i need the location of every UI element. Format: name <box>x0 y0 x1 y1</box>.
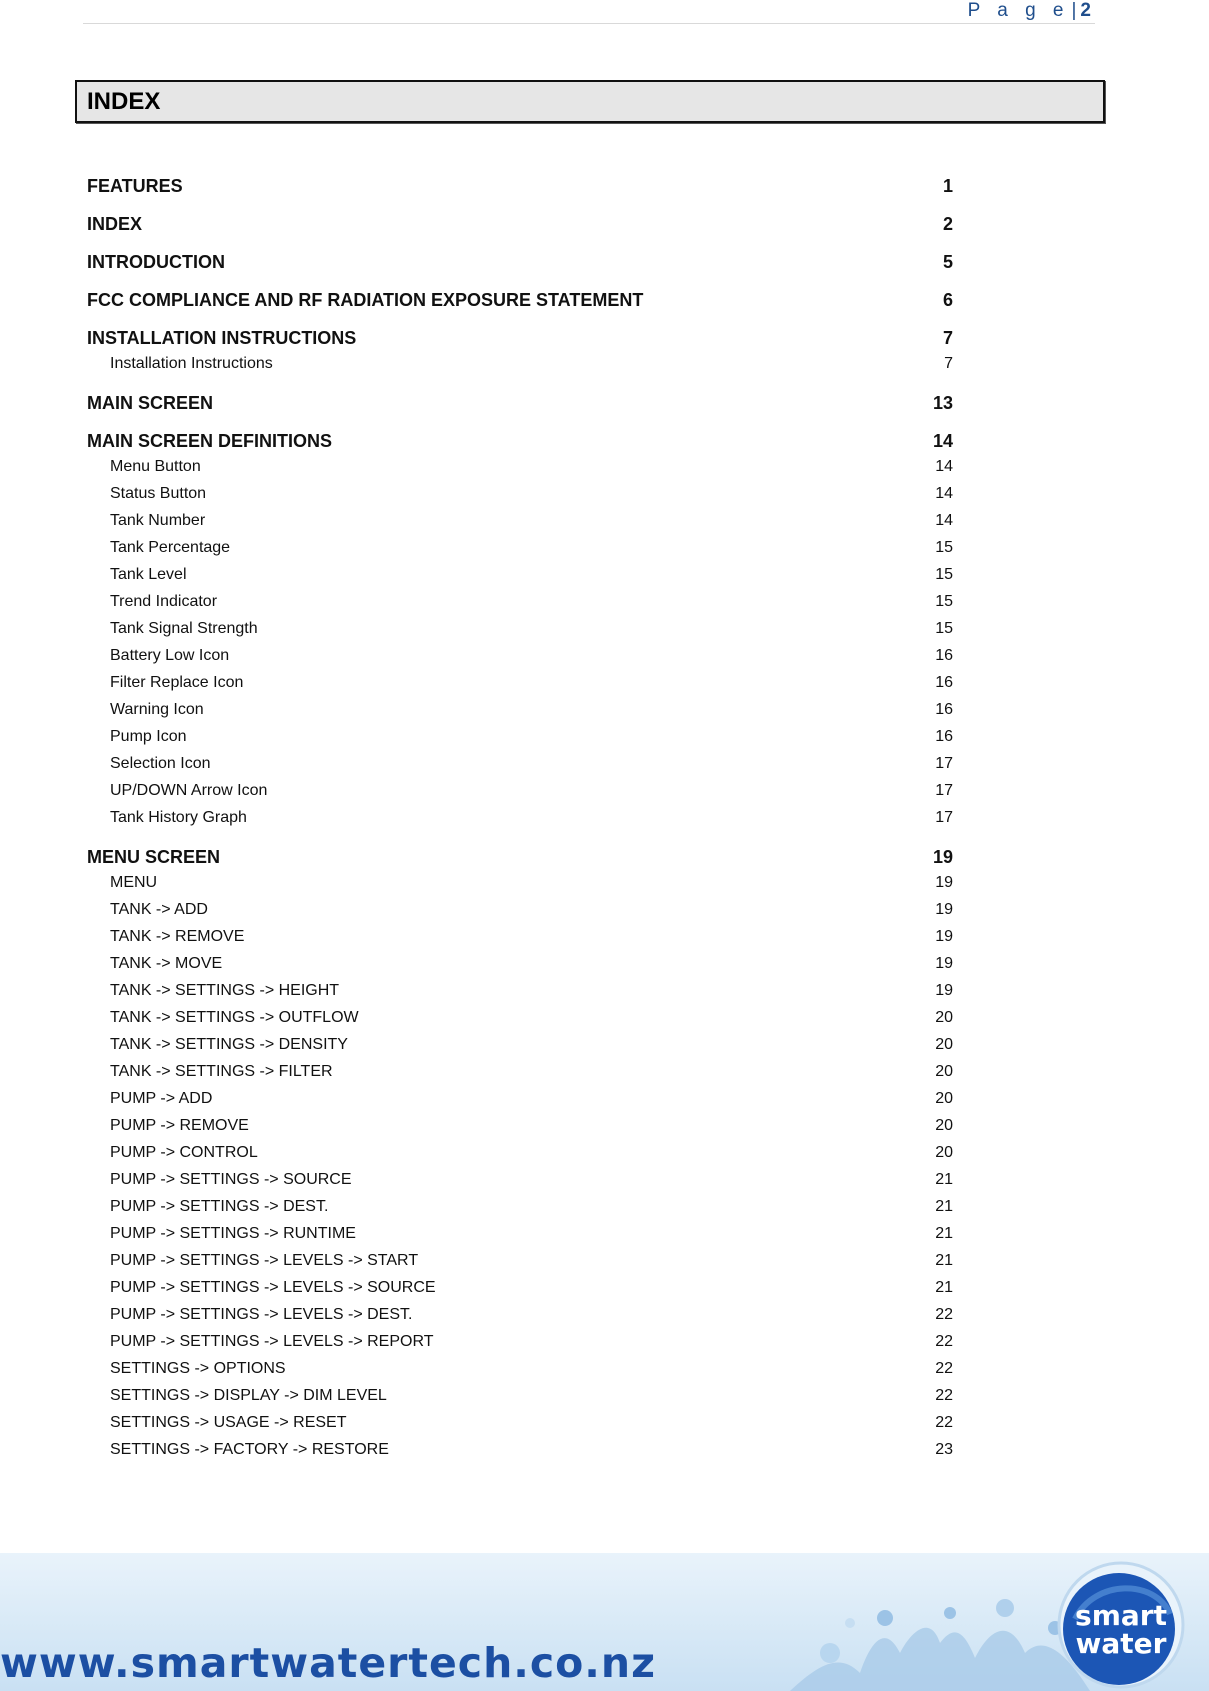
toc-entry-page-number: 20 <box>935 1063 953 1080</box>
toc-entry-label: Filter Replace Icon <box>110 674 244 691</box>
toc-entry-label: INSTALLATION INSTRUCTIONS <box>87 328 357 348</box>
toc-entry-label: TANK -> SETTINGS -> FILTER <box>110 1063 333 1080</box>
toc-entry-label: Menu Button <box>110 458 201 475</box>
toc-subsection-entry[interactable] <box>87 1225 953 1252</box>
toc-entry-page-number: 17 <box>935 782 953 799</box>
toc-entry-label: PUMP -> ADD <box>110 1090 213 1107</box>
toc-subsection-entry[interactable] <box>87 539 953 566</box>
water-splash-icon <box>790 1583 1090 1691</box>
toc-entry-page-number: 19 <box>935 874 953 891</box>
toc-subsection-entry[interactable] <box>87 1144 953 1171</box>
toc-entry-page-number: 21 <box>935 1171 953 1188</box>
toc-entry-page-number: 21 <box>935 1198 953 1215</box>
header-divider <box>83 23 1095 24</box>
toc-entry-label: SETTINGS -> OPTIONS <box>110 1360 286 1377</box>
toc-subsection-entry[interactable] <box>87 1036 953 1063</box>
toc-entry-label: Selection Icon <box>110 755 211 772</box>
toc-entry-label: SETTINGS -> USAGE -> RESET <box>110 1414 347 1431</box>
index-heading-box <box>75 80 1105 123</box>
toc-entry-label: MENU <box>110 874 158 891</box>
toc-entry-label: TANK -> ADD <box>110 901 208 918</box>
toc-subsection-entry[interactable] <box>87 701 953 728</box>
toc-subsection-entry[interactable] <box>87 1306 953 1333</box>
toc-entry-page-number: 22 <box>935 1387 953 1404</box>
toc-entry-page-number: 15 <box>935 566 953 583</box>
toc-entry-page-number: 15 <box>935 539 953 556</box>
toc-entry-page-number: 21 <box>935 1225 953 1242</box>
toc-entry-page-number: 2 <box>942 214 953 234</box>
toc-entry-page-number: 7 <box>944 355 953 372</box>
toc-subsection-entry[interactable] <box>87 1387 953 1414</box>
toc-entry-label: Tank Signal Strength <box>110 620 258 637</box>
toc-entry-page-number: 20 <box>935 1117 953 1134</box>
index-heading: INDEX <box>87 88 161 115</box>
smartwater-logo <box>1055 1559 1187 1691</box>
toc-subsection-entry[interactable] <box>87 647 953 674</box>
toc-entry-label: PUMP -> SETTINGS -> RUNTIME <box>110 1225 356 1242</box>
toc-subsection-entry[interactable] <box>87 1360 953 1387</box>
toc-subsection-entry[interactable] <box>87 782 953 809</box>
toc-entry-label: Installation Instructions <box>110 355 273 372</box>
toc-entry-page-number: 17 <box>935 755 953 772</box>
toc-entry-label: TANK -> SETTINGS -> HEIGHT <box>110 982 340 999</box>
page-number-header <box>968 0 1091 22</box>
toc-entry-label: FCC COMPLIANCE AND RF RADIATION EXPOSURE STATEMENT <box>87 290 644 310</box>
toc-subsection-entry[interactable] <box>87 728 953 755</box>
toc-entry-page-number: 16 <box>935 674 953 691</box>
toc-subsection-entry[interactable] <box>87 566 953 593</box>
toc-entry-page-number: 20 <box>935 1090 953 1107</box>
toc-subsection-entry[interactable] <box>87 982 953 1009</box>
toc-subsection-entry[interactable] <box>87 1441 953 1468</box>
table-of-contents <box>87 176 953 1468</box>
toc-section-entry[interactable] <box>87 214 953 241</box>
toc-subsection-entry[interactable] <box>87 620 953 647</box>
toc-entry-label: PUMP -> SETTINGS -> LEVELS -> START <box>110 1252 419 1269</box>
toc-entry-page-number: 13 <box>932 393 953 413</box>
toc-entry-label: Tank History Graph <box>110 809 247 826</box>
toc-entry-label: PUMP -> SETTINGS -> SOURCE <box>110 1171 352 1188</box>
toc-subsection-entry[interactable] <box>87 1252 953 1279</box>
toc-entry-label: Trend Indicator <box>110 593 218 610</box>
toc-entry-page-number: 5 <box>942 252 953 272</box>
toc-entry-page-number: 14 <box>935 485 953 502</box>
toc-subsection-entry[interactable] <box>87 1198 953 1225</box>
toc-entry-page-number: 21 <box>935 1279 953 1296</box>
toc-entry-label: INDEX <box>87 214 143 234</box>
toc-subsection-entry[interactable] <box>87 755 953 782</box>
toc-subsection-entry[interactable] <box>87 485 953 512</box>
toc-entry-page-number: 15 <box>935 593 953 610</box>
toc-subsection-entry[interactable] <box>87 593 953 620</box>
toc-entry-label: Battery Low Icon <box>110 647 230 664</box>
toc-section-entry[interactable] <box>87 393 953 420</box>
toc-entry-label: TANK -> SETTINGS -> OUTFLOW <box>110 1009 359 1026</box>
toc-entry-label: Tank Percentage <box>110 539 231 556</box>
toc-entry-label: PUMP -> SETTINGS -> LEVELS -> REPORT <box>110 1333 434 1350</box>
toc-entry-label: Warning Icon <box>110 701 204 718</box>
toc-subsection-entry[interactable] <box>87 928 953 955</box>
toc-entry-page-number: 6 <box>942 290 953 310</box>
toc-entry-page-number: 23 <box>935 1441 953 1458</box>
toc-entry-label: UP/DOWN Arrow Icon <box>110 782 268 799</box>
toc-entry-label: PUMP -> SETTINGS -> DEST. <box>110 1198 329 1215</box>
toc-entry-label: TANK -> SETTINGS -> DENSITY <box>110 1036 348 1053</box>
logo-text-water: water <box>1075 1627 1167 1660</box>
toc-subsection-entry[interactable] <box>87 674 953 701</box>
toc-entry-label: Status Button <box>110 485 207 502</box>
toc-entry-page-number: 19 <box>935 982 953 999</box>
toc-entry-page-number: 1 <box>942 176 953 196</box>
toc-entry-page-number: 16 <box>935 728 953 745</box>
toc-subsection-entry[interactable] <box>87 1171 953 1198</box>
logo-text-smart: smart <box>1075 1599 1167 1632</box>
footer-website-url[interactable]: www.smartwatertech.co.nz <box>0 1639 656 1687</box>
toc-entry-page-number: 21 <box>935 1252 953 1269</box>
toc-entry-page-number: 19 <box>935 955 953 972</box>
toc-entry-label: SETTINGS -> DISPLAY -> DIM LEVEL <box>110 1387 387 1404</box>
toc-subsection-entry[interactable] <box>87 1009 953 1036</box>
toc-section-entry[interactable] <box>87 252 953 279</box>
toc-entry-label: INTRODUCTION <box>87 252 225 272</box>
toc-subsection-entry[interactable] <box>87 458 953 485</box>
toc-entry-page-number: 20 <box>935 1144 953 1161</box>
toc-entry-page-number: 22 <box>935 1333 953 1350</box>
toc-entry-page-number: 19 <box>935 901 953 918</box>
toc-subsection-entry[interactable] <box>87 355 953 382</box>
toc-entry-page-number: 22 <box>935 1360 953 1377</box>
toc-entry-page-number: 17 <box>935 809 953 826</box>
toc-entry-page-number: 19 <box>935 928 953 945</box>
toc-entry-page-number: 7 <box>942 328 953 348</box>
toc-entry-page-number: 16 <box>935 647 953 664</box>
toc-entry-page-number: 16 <box>935 701 953 718</box>
toc-entry-label: PUMP -> REMOVE <box>110 1117 249 1134</box>
toc-subsection-entry[interactable] <box>87 955 953 982</box>
toc-entry-page-number: 15 <box>935 620 953 637</box>
toc-entry-label: MAIN SCREEN <box>87 393 214 413</box>
toc-entry-label: Tank Number <box>110 512 206 529</box>
toc-entry-label: Pump Icon <box>110 728 187 745</box>
page-separator: | <box>1071 0 1077 21</box>
toc-entry-page-number: 22 <box>935 1306 953 1323</box>
page-word: P a g e <box>967 0 1070 21</box>
toc-entry-label: MENU SCREEN <box>87 847 221 867</box>
toc-entry-label: PUMP -> SETTINGS -> LEVELS -> DEST. <box>110 1306 413 1323</box>
toc-entry-label: TANK -> MOVE <box>110 955 223 972</box>
toc-entry-page-number: 14 <box>935 512 953 529</box>
toc-subsection-entry[interactable] <box>87 512 953 539</box>
toc-entry-page-number: 20 <box>935 1036 953 1053</box>
toc-entry-page-number: 22 <box>935 1414 953 1431</box>
toc-subsection-entry[interactable] <box>87 1063 953 1090</box>
toc-entry-label: SETTINGS -> FACTORY -> RESTORE <box>110 1441 389 1458</box>
toc-entry-label: PUMP -> CONTROL <box>110 1144 258 1161</box>
footer-banner <box>0 1553 1209 1691</box>
toc-entry-label: MAIN SCREEN DEFINITIONS <box>87 431 333 451</box>
toc-subsection-entry[interactable] <box>87 1414 953 1441</box>
toc-subsection-entry[interactable] <box>87 1279 953 1306</box>
page-number: 2 <box>1080 0 1091 21</box>
toc-subsection-entry[interactable] <box>87 1333 953 1360</box>
toc-subsection-entry[interactable] <box>87 901 953 928</box>
toc-entry-page-number: 19 <box>932 847 953 867</box>
toc-section-entry[interactable] <box>87 176 953 203</box>
toc-section-entry[interactable] <box>87 290 953 317</box>
toc-subsection-entry[interactable] <box>87 809 953 836</box>
toc-entry-label: TANK -> REMOVE <box>110 928 245 945</box>
toc-entry-page-number: 14 <box>932 431 953 451</box>
toc-entry-label: FEATURES <box>87 176 183 196</box>
toc-subsection-entry[interactable] <box>87 874 953 901</box>
toc-entry-label: Tank Level <box>110 566 187 583</box>
toc-entry-page-number: 20 <box>935 1009 953 1026</box>
toc-section-entry[interactable] <box>87 431 953 458</box>
toc-section-entry[interactable] <box>87 847 953 874</box>
toc-entry-label: PUMP -> SETTINGS -> LEVELS -> SOURCE <box>110 1279 436 1296</box>
toc-section-entry[interactable] <box>87 328 953 355</box>
toc-entry-page-number: 14 <box>935 458 953 475</box>
toc-subsection-entry[interactable] <box>87 1090 953 1117</box>
toc-subsection-entry[interactable] <box>87 1117 953 1144</box>
